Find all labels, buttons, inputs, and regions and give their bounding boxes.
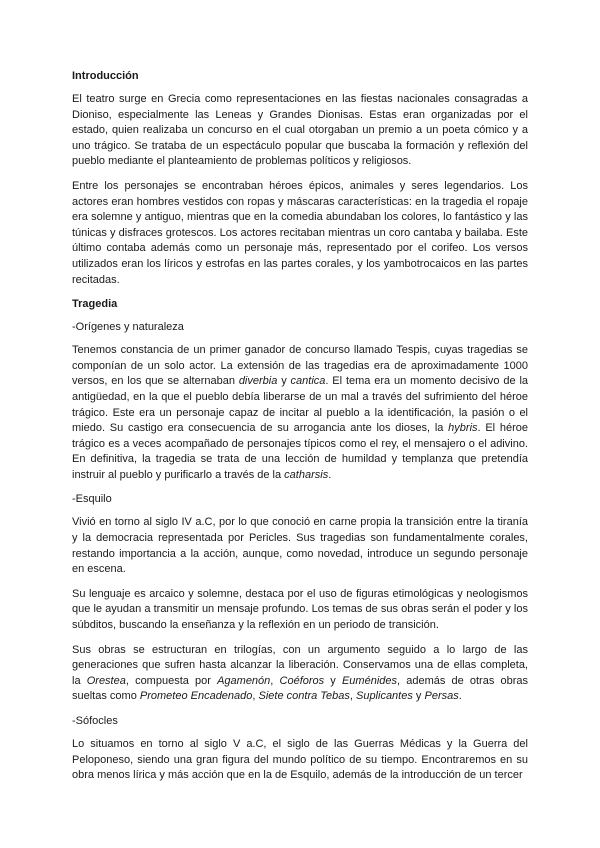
heading-tragedia: Tragedia <box>72 298 118 311</box>
text-span: , además de otras obras sueltas como <box>72 674 529 703</box>
text-span: y <box>324 674 342 687</box>
paragraph-esquilo-3 <box>72 643 528 705</box>
subheading-origenes: -Orígenes y naturaleza <box>72 321 184 334</box>
italic-title: Prometeo Encadenado <box>139 690 253 703</box>
text-span: y <box>277 375 291 388</box>
heading-introduccion: Introducción <box>72 70 139 82</box>
text-span: , <box>252 690 259 703</box>
paragraph-sofocles-1: Lo situamos en torno al siglo V a.C, el siglo de las Guerras Médicas y la Guerra del Peloponeso, siendo una gran figura del mundo político de su tiempo. Encontraremos en su obra menos lírica y más acción que en la de Esquilo, además de la introducción de un tercer <box>72 738 528 782</box>
text-span: , <box>270 674 280 687</box>
text-span: y <box>412 690 425 703</box>
text-span: . El héroe trágico es a veces acompañado de personajes típicos como el rey, el mensajero o el adivino. En definitiva, la tragedia se trata de una lección de humildad y templanza que pretendía instruir al pueblo y purificarlo a través de la <box>72 422 528 481</box>
italic-title: Suplicantes <box>355 690 413 703</box>
paragraph-intro-2: Entre los personajes se encontraban héroes épicos, animales y seres legendarios. Los actores eran hombres vestidos con ropas y máscaras características: en la tragedia el ropaje era solemne y antiguo, mientras que en la comedia abundaban los colores, lo fantástico y las túnicas y disfraces grotescos. Los actores recitaban mientras un coro cantaba y bailaba. Este último contaba además como un personaje más, representado por el corifeo. Los versos utilizados eran los líricos y estrofas en las partes corales, y los yambotrocaicos en las partes recitadas. <box>72 179 528 286</box>
italic-term: diverbia <box>238 375 278 388</box>
italic-title: Orestea <box>86 674 126 687</box>
text-span: , <box>349 690 356 703</box>
italic-title: Coéforos <box>279 674 325 687</box>
paragraph-origenes <box>72 343 528 483</box>
text-span: . <box>328 468 332 481</box>
italic-term: hybris <box>448 422 478 435</box>
text-span: . <box>458 690 462 703</box>
text-span: , compuesta por <box>125 674 218 687</box>
text-span: Sus obras se estructuran en trilogías, con un argumento seguido a lo largo de las generaciones que sufren hasta alcanzar la liberación. Conservamos una de ellas completa, la <box>72 643 528 687</box>
text-span: Tenemos constancia de un primer ganador de concurso llamado Tespis, cuyas tragedias se componían de un solo actor. La extensión de las tragedias era de aproximadamente 1000 versos, en los que se alternaban <box>72 344 528 388</box>
italic-title: Persas <box>424 690 459 703</box>
italic-title: Euménides <box>341 674 398 687</box>
italic-term: catharsis <box>284 468 329 481</box>
italic-term: cantica <box>290 375 326 388</box>
italic-title: Siete contra Tebas <box>258 690 350 703</box>
paragraph-esquilo-2: Su lenguaje es arcaico y solemne, destaca por el uso de figuras etimológicas y neologismos que le ayudan a transmitir un mensaje profundo. Los temas de sus obras serán el poder y los súbditos, buscando la enseñanza y la reflexión en un periodo de transición. <box>72 587 528 632</box>
subheading-sofocles: -Sófocles <box>72 715 118 727</box>
text-span: . El tema era un momento decisivo de la antigüedad, en la que el pueblo debía liberarse de un mal a través del sufrimiento del héroe trágico. Este era un personaje capaz de incitar al pueblo a la identificación, la pasión o el miedo. Su castigo era consecuencia de su arrogancia ante los dioses, la <box>72 375 529 435</box>
subheading-esquilo: -Esquilo <box>72 493 112 506</box>
paragraph-intro-1: El teatro surge en Grecia como representaciones en las fiestas nacionales consagradas a Dioniso, especialmente las Leneas y Grandes Dionisas. Estas eran organizadas por el estado, quien realizaba un concurso en el cual otorgaban un premio a un poeta cómico y a uno trágico. Se trataba de un espectáculo popular que buscaba la formación y reflexión del pueblo mediante el planteamiento de problemas políticos y religiosos. <box>72 93 528 168</box>
paragraph-esquilo-1: Vivió en torno al siglo IV a.C, por lo que conoció en carne propia la transición entre la tiranía y la democracia representada por Pericles. Sus tragedias son fundamentalmente corales, restando importancia a la acción, aunque, como novedad, introduce un segundo personaje en escena. <box>72 516 528 576</box>
italic-title: Agamenón <box>217 674 271 687</box>
